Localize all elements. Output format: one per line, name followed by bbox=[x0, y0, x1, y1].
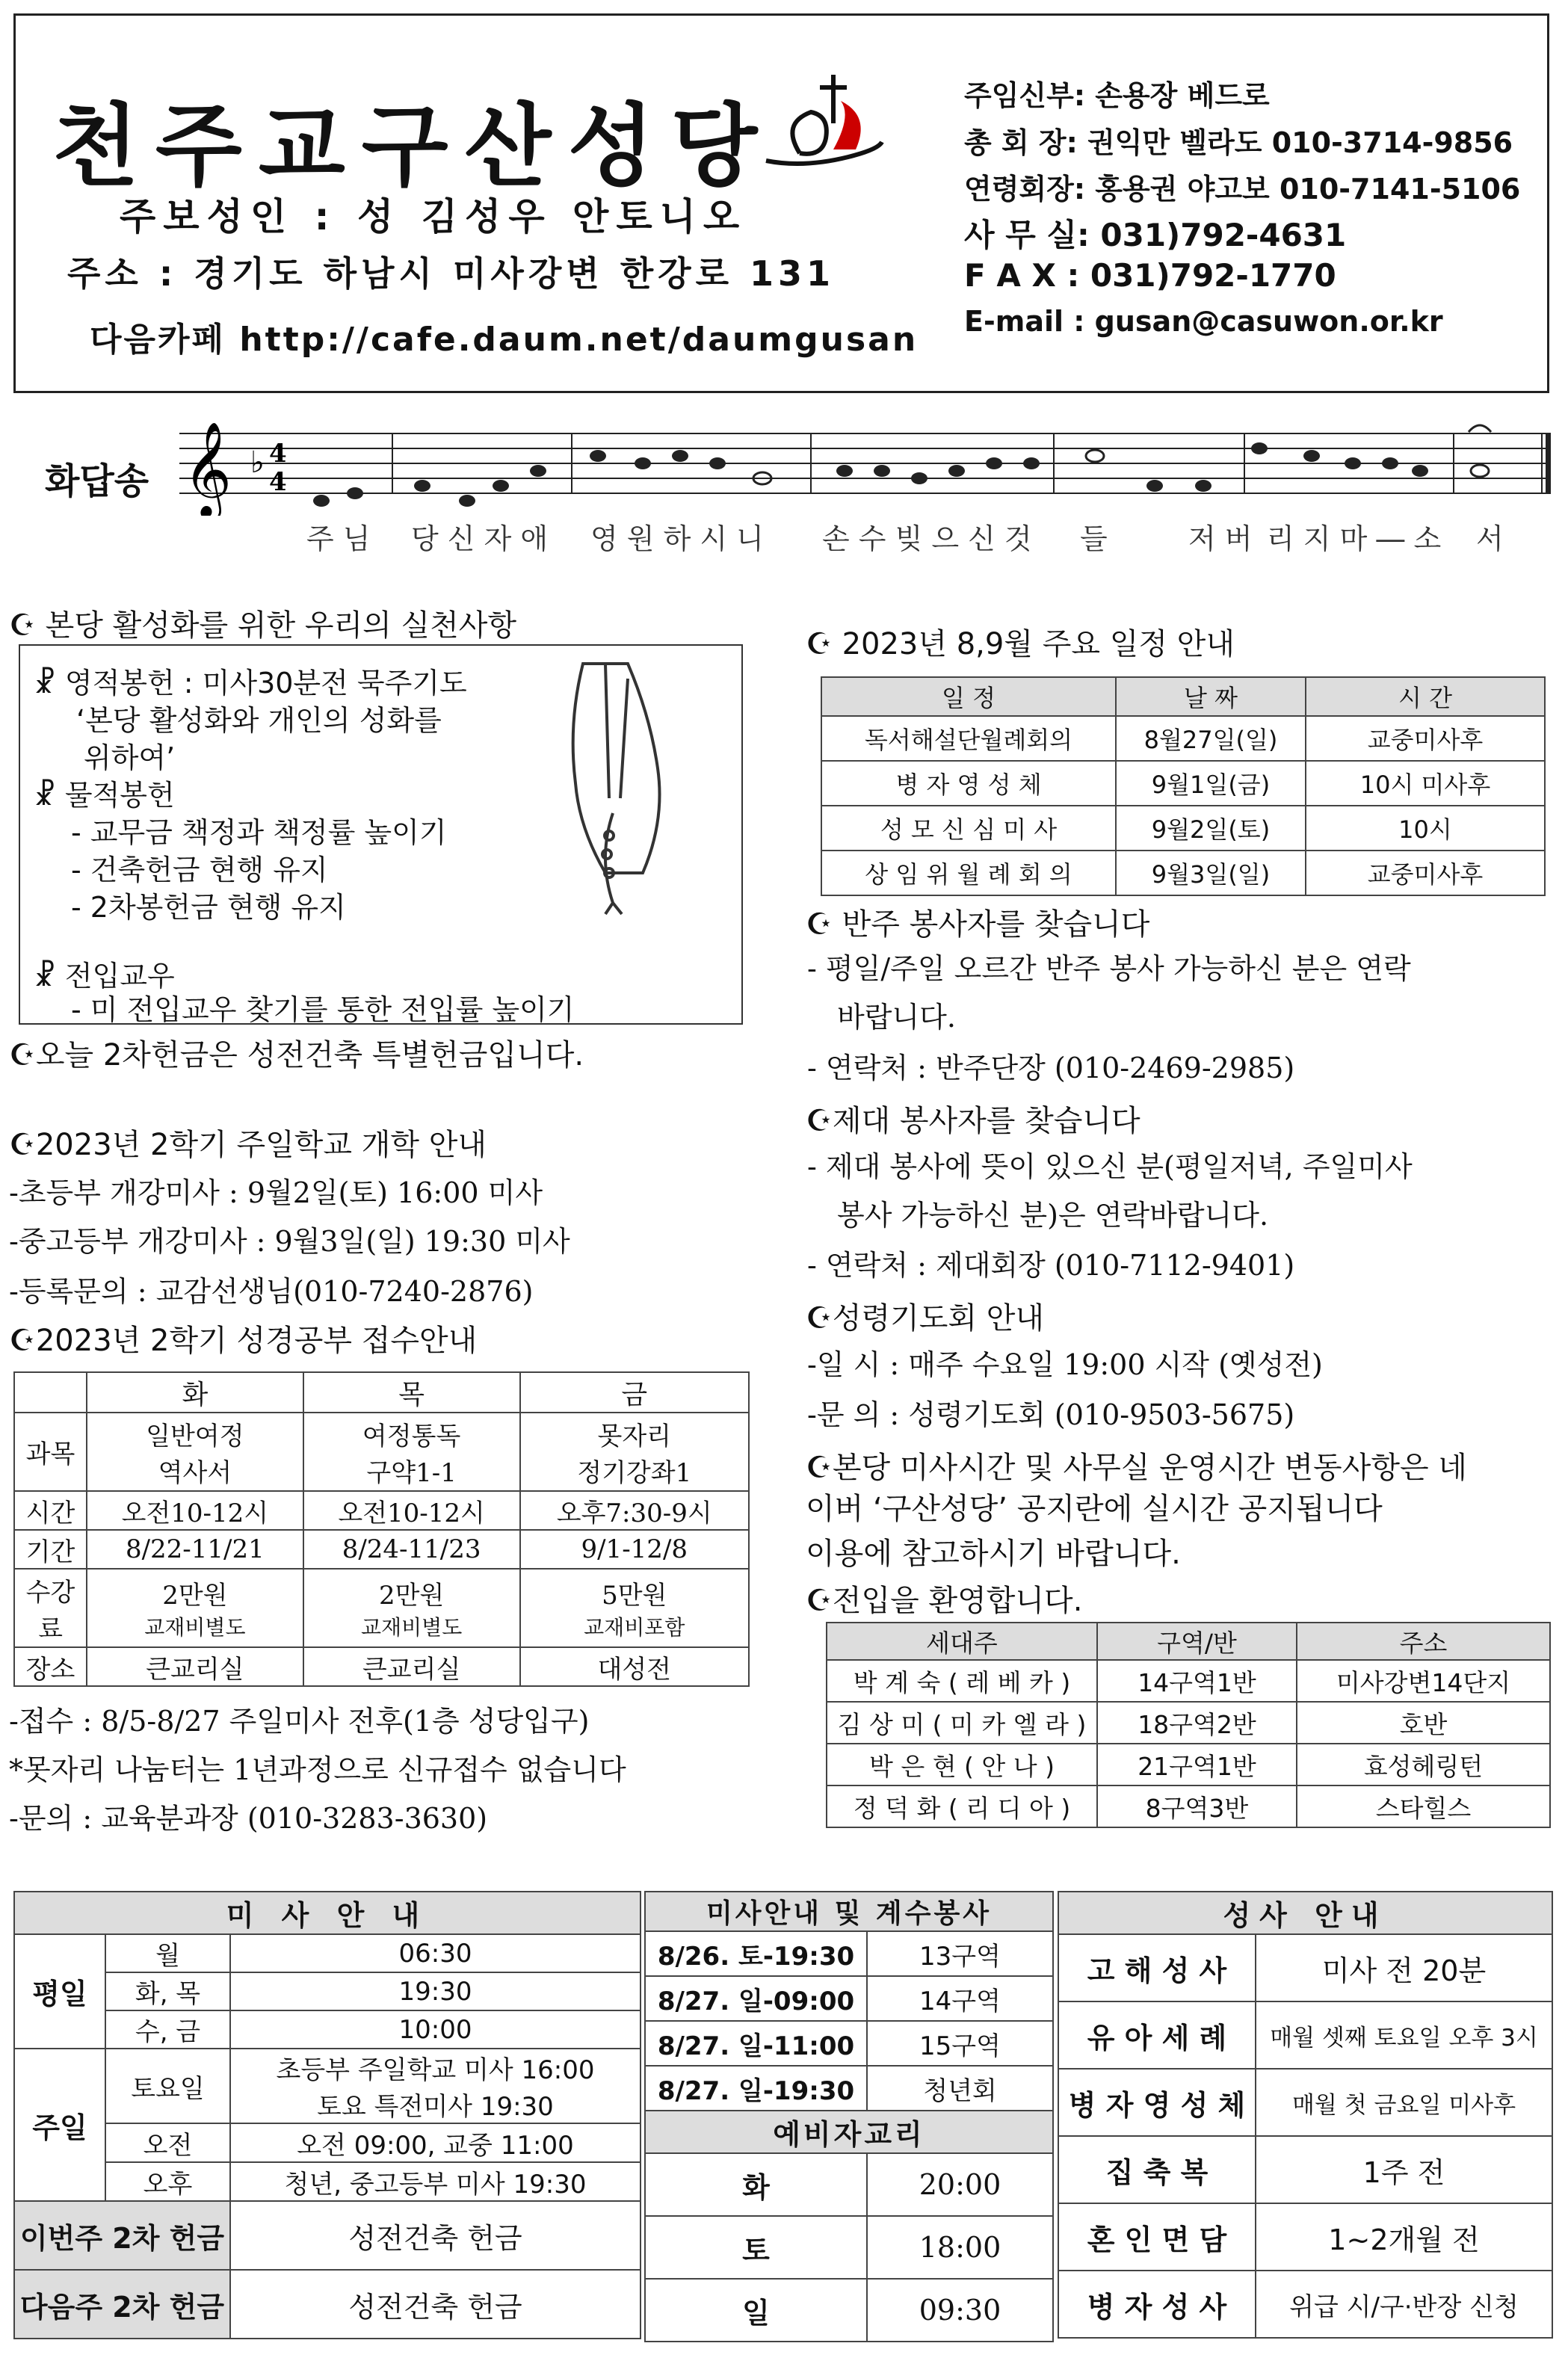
service-time: 8/27. 일-11:00 bbox=[645, 2021, 867, 2066]
mass-title: 미 사 안 내 bbox=[14, 1892, 641, 1934]
notice-line-2: 이버 ‘구산성당’ 공지란에 실시간 공지됩니다 bbox=[806, 1492, 1383, 1526]
sacrament-title: 성사 안내 bbox=[1058, 1892, 1552, 1934]
sunday-slot: 오후 bbox=[105, 2162, 230, 2201]
practice-item-spiritual: ☧ 영적봉헌 : 미사30분전 묵주기도 bbox=[34, 667, 467, 700]
cross-bullet-icon: ☧ bbox=[34, 960, 65, 993]
place-cell: 대성전 bbox=[520, 1647, 750, 1686]
bible-study-table bbox=[13, 1371, 750, 1687]
bible-note-3: -문의 : 교육분과장 (010-3283-3630) bbox=[9, 1802, 488, 1835]
sacrament-name: 병 자 성 사 bbox=[1058, 2271, 1256, 2338]
practice-material-sub-1: - 교무금 책정과 책정률 높이기 bbox=[71, 816, 447, 849]
welcome-header: 주소 bbox=[1297, 1623, 1550, 1660]
accompanist-line-1: - 평일/주일 오르간 반주 봉사 가능하신 분은 연락 bbox=[807, 952, 1411, 985]
period-cell: 8/22-11/21 bbox=[87, 1530, 303, 1569]
psalm-lyric-8: 서 bbox=[1476, 522, 1504, 555]
bible-title: ☪2023년 2학기 성경공부 접수안내 bbox=[9, 1324, 478, 1358]
practice-item-material: ☧ 물적봉헌 bbox=[34, 779, 175, 812]
catechumen-day: 일 bbox=[645, 2279, 867, 2342]
sacrament-name: 고 해 성 사 bbox=[1058, 1934, 1256, 2001]
catechumen-time: 18:00 bbox=[867, 2216, 1053, 2279]
funeral-committee-line: 연령회장: 홍용권 야고보 010-7141-5106 bbox=[964, 173, 1521, 206]
psalm-lyric-6: 저 버 bbox=[1188, 522, 1253, 555]
event-cell: 상 임 위 월 례 회 의 bbox=[821, 851, 1116, 895]
address-cell: 스타힐스 bbox=[1297, 1785, 1550, 1827]
practice-spiritual-sub-2: 위하여’ bbox=[84, 741, 176, 774]
psalm-lyric-2: 당 신 자 애 bbox=[411, 522, 549, 555]
schedule-header: 날 짜 bbox=[1116, 677, 1306, 716]
service-title: 미사안내 및 계수봉사 bbox=[645, 1892, 1053, 1931]
svg-text:♭: ♭ bbox=[250, 445, 265, 480]
sunday-times: 청년, 중고등부 미사 19:30 bbox=[230, 2162, 641, 2201]
address-cell: 효성헤링턴 bbox=[1297, 1744, 1550, 1785]
address-cell: 미사강변14단지 bbox=[1297, 1660, 1550, 1702]
office-phone: 사 무 실: 031)792-4631 bbox=[964, 217, 1347, 253]
welcome-header: 구역/반 bbox=[1097, 1623, 1297, 1660]
service-time: 8/27. 일-19:30 bbox=[645, 2066, 867, 2111]
sacrament-name: 유 아 세 례 bbox=[1058, 2001, 1256, 2069]
time-cell: 10시 미사후 bbox=[1306, 761, 1545, 806]
table-row bbox=[827, 1744, 1550, 1785]
altar-line-2: 봉사 가능하신 분)은 연락바랍니다. bbox=[837, 1199, 1269, 1232]
row-label: 수강료 bbox=[14, 1569, 87, 1647]
day-header: 화 bbox=[87, 1372, 303, 1413]
fee-cell: 2만원 교재비별도 bbox=[87, 1569, 303, 1647]
name-cell: 박 은 현 ( 안 나 ) bbox=[827, 1744, 1097, 1785]
sunday-slot: 오전 bbox=[105, 2123, 230, 2162]
table-row bbox=[821, 716, 1545, 761]
president-line: 총 회 장: 권익만 벨라도 010-3714-9856 bbox=[964, 126, 1513, 159]
sacrament-name: 병 자 영 성 체 bbox=[1058, 2069, 1256, 2136]
table-row bbox=[827, 1702, 1550, 1744]
period-cell: 8/24-11/23 bbox=[303, 1530, 520, 1569]
period-cell: 9/1-12/8 bbox=[520, 1530, 750, 1569]
time-cell: 오전10-12시 bbox=[87, 1491, 303, 1530]
day-header: 목 bbox=[303, 1372, 520, 1413]
practice-spiritual-sub-1: ‘본당 활성화와 개인의 성화를 bbox=[76, 704, 442, 737]
sacrament-table bbox=[1058, 1891, 1553, 2339]
bullet-icon: ☪ bbox=[9, 1324, 36, 1358]
time-cell: 교중미사후 bbox=[1306, 716, 1545, 761]
second-collection-notice: ☪오늘 2차헌금은 성전건축 특별헌금입니다. bbox=[9, 1038, 584, 1072]
service-time: 8/26. 토-19:30 bbox=[645, 1931, 867, 1976]
weekday-time: 10:00 bbox=[230, 2010, 641, 2049]
schedule-header: 시 간 bbox=[1306, 677, 1545, 716]
psalm-staff bbox=[179, 419, 1555, 516]
catechumen-title: 예비자교리 bbox=[645, 2111, 1053, 2153]
row-label: 과목 bbox=[14, 1413, 87, 1491]
bullet-icon: ☪ bbox=[806, 1301, 833, 1336]
patron-saint: 주보성인 : 성 김성우 안토니오 bbox=[120, 195, 747, 238]
table-row bbox=[821, 806, 1545, 851]
psalm-lyric-7: 리 지 마 ― 소 bbox=[1267, 522, 1442, 555]
bullet-icon: ☪ bbox=[806, 1584, 833, 1618]
sacrament-name: 집 축 복 bbox=[1058, 2136, 1256, 2203]
district-cell: 14구역1반 bbox=[1097, 1660, 1297, 1702]
weekday-day: 월 bbox=[105, 1934, 230, 1972]
service-time: 8/27. 일-09:00 bbox=[645, 1976, 867, 2021]
bullet-icon: ☪ bbox=[806, 1104, 833, 1138]
service-group: 13구역 bbox=[867, 1931, 1053, 1976]
event-cell: 독서해설단월례회의 bbox=[821, 716, 1116, 761]
schedule-table bbox=[821, 676, 1546, 896]
row-label: 기간 bbox=[14, 1530, 87, 1569]
course-cell: 못자리 정기강좌1 bbox=[520, 1413, 750, 1491]
psalm-lyric-4: 손 수 빚 으 신 것 bbox=[822, 522, 1032, 555]
accompanist-line-2: 바랍니다. bbox=[837, 1001, 956, 1034]
sunday-times: 오전 09:00, 교중 11:00 bbox=[230, 2123, 641, 2162]
event-cell: 성 모 신 심 미 사 bbox=[821, 806, 1116, 851]
sacrament-detail: 미사 전 20분 bbox=[1256, 1934, 1552, 2001]
weekday-time: 19:30 bbox=[230, 1972, 641, 2010]
pastor-line: 주임신부: 손용장 베드로 bbox=[964, 79, 1270, 112]
course-cell: 일반여정 역사서 bbox=[87, 1413, 303, 1491]
service-group: 청년회 bbox=[867, 2066, 1053, 2111]
next-week-offering-value: 성전건축 헌금 bbox=[230, 2270, 641, 2339]
bullet-icon: ☪ bbox=[9, 1128, 36, 1162]
weekday-time: 06:30 bbox=[230, 1934, 641, 1972]
fee-cell: 2만원 교재비별도 bbox=[303, 1569, 520, 1647]
cross-bullet-icon: ☧ bbox=[34, 779, 65, 812]
accompanist-line-3: - 연락처 : 반주단장 (010-2469-2985) bbox=[807, 1052, 1295, 1084]
altar-line-3: - 연락처 : 제대회장 (010-7112-9401) bbox=[807, 1249, 1295, 1282]
service-group: 15구역 bbox=[867, 2021, 1053, 2066]
cross-bullet-icon: ☧ bbox=[34, 667, 65, 700]
address-cell: 호반 bbox=[1297, 1702, 1550, 1744]
church-name: 천주교구산성당 bbox=[52, 93, 774, 199]
bullet-icon: ☪ bbox=[9, 1038, 36, 1072]
weekday-day: 수, 금 bbox=[105, 2010, 230, 2049]
table-row bbox=[827, 1660, 1550, 1702]
date-cell: 8월27일(일) bbox=[1116, 716, 1306, 761]
bullet-icon: ☪ bbox=[9, 608, 46, 643]
sacrament-detail: 1주 전 bbox=[1256, 2136, 1552, 2203]
event-cell: 병 자 영 성 체 bbox=[821, 761, 1116, 806]
day-header: 금 bbox=[520, 1372, 750, 1413]
fax-number: F A X : 031)792-1770 bbox=[964, 257, 1336, 294]
bullet-icon: ☪ bbox=[806, 627, 842, 661]
school-line-1: -초등부 개강미사 : 9월2일(토) 16:00 미사 bbox=[9, 1176, 543, 1209]
svg-text:4: 4 bbox=[269, 467, 287, 497]
practice-transfer-sub-1: - 미 전입교우 찾기를 통한 전입률 높이기 bbox=[71, 993, 575, 1026]
district-cell: 21구역1반 bbox=[1097, 1744, 1297, 1785]
catechumen-day: 토 bbox=[645, 2216, 867, 2279]
spirit-title: ☪성령기도회 안내 bbox=[806, 1301, 1045, 1336]
svg-text:4: 4 bbox=[269, 439, 287, 469]
place-cell: 큰교리실 bbox=[87, 1647, 303, 1686]
sunday-times: 초등부 주일학교 미사 16:00 토요 특전미사 19:30 bbox=[230, 2049, 641, 2123]
psalm-lyric-3: 영 원 하 시 니 bbox=[590, 522, 764, 555]
psalm-title: 화답송 bbox=[45, 460, 149, 502]
practice-material-sub-2: - 건축헌금 현행 유지 bbox=[71, 854, 328, 886]
church-address: 주소 : 경기도 하남시 미사강변 한강로 131 bbox=[67, 253, 836, 294]
next-week-offering-label: 다음주 2차 헌금 bbox=[14, 2270, 230, 2339]
practice-title: ☪ 본당 활성화를 위한 우리의 실천사항 bbox=[9, 608, 517, 643]
practice-material-sub-3: - 2차봉헌금 현행 유지 bbox=[71, 891, 346, 924]
cafe-link[interactable]: 다음카페 http://cafe.daum.net/daumgusan bbox=[90, 321, 919, 359]
school-line-2: -중고등부 개강미사 : 9월3일(일) 19:30 미사 bbox=[9, 1225, 570, 1258]
service-table bbox=[644, 1891, 1054, 2342]
schedule-title: ☪ 2023년 8,9월 주요 일정 안내 bbox=[806, 627, 1235, 661]
psalm-lyric-1: 주 님 bbox=[306, 522, 371, 555]
row-label: 시간 bbox=[14, 1491, 87, 1530]
sacrament-detail: 위급 시/구·반장 신청 bbox=[1256, 2271, 1552, 2338]
school-line-3: -등록문의 : 교감선생님(010-7240-2876) bbox=[9, 1275, 534, 1308]
sacrament-detail: 1~2개월 전 bbox=[1256, 2203, 1552, 2271]
time-cell: 오후7:30-9시 bbox=[520, 1491, 750, 1530]
place-cell: 큰교리실 bbox=[303, 1647, 520, 1686]
row-label: 장소 bbox=[14, 1647, 87, 1686]
altar-line-1: - 제대 봉사에 뜻이 있으신 분(평일저녁, 주일미사 bbox=[807, 1150, 1413, 1183]
psalm-lyric-5: 들 bbox=[1080, 522, 1108, 555]
bullet-icon: ☪ bbox=[806, 1451, 833, 1485]
practice-item-transfer: ☧ 전입교우 bbox=[34, 960, 175, 993]
sacrament-detail: 매월 첫 금요일 미사후 bbox=[1256, 2069, 1552, 2136]
altar-title: ☪제대 봉사자를 찾습니다 bbox=[806, 1104, 1140, 1138]
this-week-offering-value: 성전건축 헌금 bbox=[230, 2201, 641, 2270]
svg-text:𝄞: 𝄞 bbox=[183, 421, 232, 516]
date-cell: 9월1일(금) bbox=[1116, 761, 1306, 806]
table-row bbox=[827, 1785, 1550, 1827]
church-logo-icon bbox=[759, 71, 886, 176]
email-address[interactable]: E-mail : gusan@casuwon.or.kr bbox=[964, 305, 1443, 338]
service-group: 14구역 bbox=[867, 1976, 1053, 2021]
table-row bbox=[821, 851, 1545, 895]
spirit-line-1: -일 시 : 매주 수요일 19:00 시작 (옛성전) bbox=[807, 1348, 1323, 1381]
sunday-slot: 토요일 bbox=[105, 2049, 230, 2123]
bullet-icon: ☪ bbox=[806, 907, 842, 942]
catechumen-time: 20:00 bbox=[867, 2153, 1053, 2216]
catechumen-time: 09:30 bbox=[867, 2279, 1053, 2342]
schedule-header: 일 정 bbox=[821, 677, 1116, 716]
notice-line-3: 이용에 참고하시기 바랍니다. bbox=[806, 1537, 1181, 1571]
welcome-header: 세대주 bbox=[827, 1623, 1097, 1660]
table-row bbox=[821, 761, 1545, 806]
weekday-label: 평일 bbox=[14, 1934, 105, 2049]
name-cell: 정 덕 화 ( 리 디 아 ) bbox=[827, 1785, 1097, 1827]
fee-cell: 5만원 교재비포함 bbox=[520, 1569, 750, 1647]
time-cell: 교중미사후 bbox=[1306, 851, 1545, 895]
date-cell: 9월3일(일) bbox=[1116, 851, 1306, 895]
praying-hands-icon bbox=[538, 649, 688, 918]
time-cell: 10시 bbox=[1306, 806, 1545, 851]
mass-table bbox=[13, 1891, 641, 2339]
district-cell: 18구역2반 bbox=[1097, 1702, 1297, 1744]
bible-note-1: -접수 : 8/5-8/27 주일미사 전후(1층 성당입구) bbox=[9, 1705, 590, 1738]
time-cell: 오전10-12시 bbox=[303, 1491, 520, 1530]
district-cell: 8구역3반 bbox=[1097, 1785, 1297, 1827]
sacrament-detail: 매월 셋째 토요일 오후 3시 bbox=[1256, 2001, 1552, 2069]
school-title: ☪2023년 2학기 주일학교 개학 안내 bbox=[9, 1128, 487, 1162]
welcome-title: ☪전입을 환영합니다. bbox=[806, 1584, 1083, 1618]
course-cell: 여정통독 구약1-1 bbox=[303, 1413, 520, 1491]
accompanist-title: ☪ 반주 봉사자를 찾습니다 bbox=[806, 907, 1150, 942]
corner-cell bbox=[14, 1372, 87, 1413]
bible-note-2: *못자리 나눔터는 1년과정으로 신규접수 없습니다 bbox=[9, 1753, 626, 1786]
this-week-offering-label: 이번주 2차 헌금 bbox=[14, 2201, 230, 2270]
sunday-label: 주일 bbox=[14, 2049, 105, 2201]
name-cell: 박 계 숙 ( 레 베 카 ) bbox=[827, 1660, 1097, 1702]
weekday-day: 화, 목 bbox=[105, 1972, 230, 2010]
catechumen-day: 화 bbox=[645, 2153, 867, 2216]
date-cell: 9월2일(토) bbox=[1116, 806, 1306, 851]
spirit-line-2: -문 의 : 성령기도회 (010-9503-5675) bbox=[807, 1398, 1295, 1431]
name-cell: 김 상 미 ( 미 카 엘 라 ) bbox=[827, 1702, 1097, 1744]
notice-line-1: ☪본당 미사시간 및 사무실 운영시간 변동사항은 네 bbox=[806, 1451, 1467, 1485]
sacrament-name: 혼 인 면 담 bbox=[1058, 2203, 1256, 2271]
welcome-table bbox=[826, 1622, 1551, 1828]
